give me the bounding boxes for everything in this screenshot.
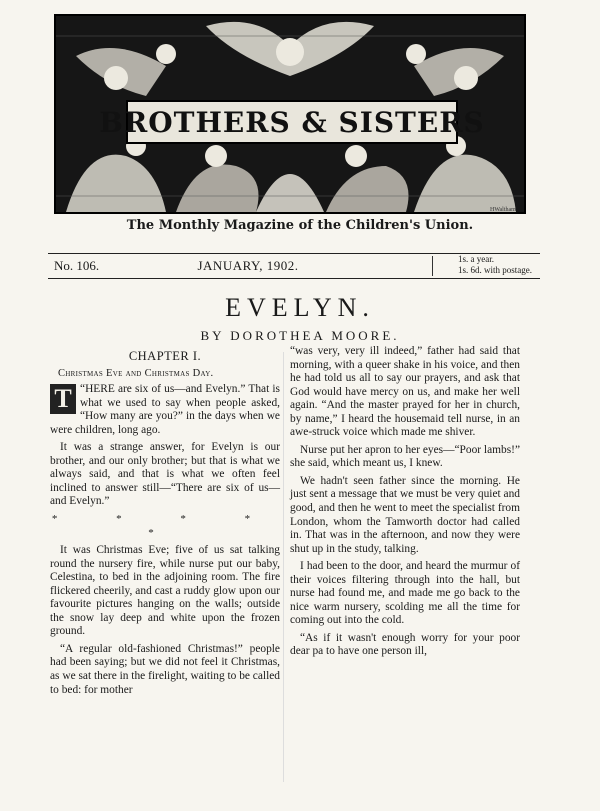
price-info (458, 254, 532, 276)
drop-cap: T (50, 384, 76, 414)
right-column (290, 345, 520, 663)
left-column (50, 348, 280, 701)
paragraph: “was very, very ill indeed,” father had said that morning, with a queer shake in his voice, and then he had told us all to say our prayers, and ask that God would have mercy on us, and make her well again. “And the master prayed for her in church, by name,” I heard the housemaid tell nurse, in an awe-struck voice which made me shiver. (290, 345, 520, 439)
issue-number: No. 106. (54, 258, 100, 273)
column-divider (283, 352, 284, 782)
paragraph-text: HERE are six of us—and Evelyn.” That is what we used to say when people asked, “How many are you?” in the days when we were children, long ago. (50, 383, 280, 436)
issue-info-row (48, 256, 540, 278)
paragraph: “As if it wasn't enough worry for your poor dear pa to have one person ill, (290, 631, 520, 658)
chapter-subheading: Christmas Eve and Christmas Day. (58, 367, 214, 379)
price-divider (432, 256, 433, 276)
paragraph: I had been to the door, and heard the murmur of their voices filtering through into the hall, but nurse had found me, and made me go back to the nice warm nursery, scolding me all the time for coming out into the cold. (290, 560, 520, 627)
magazine-title: BROTHERS & SISTERS (126, 100, 458, 144)
paragraph: Nurse put her apron to her eyes—“Poor lambs!” she said, which meant us, I knew. (290, 443, 520, 470)
paragraph (50, 383, 280, 437)
masthead-illustration (54, 14, 526, 214)
price-year: 1s. a year. (458, 254, 494, 264)
section-break-stars: * * * * * (51, 513, 279, 539)
magazine-subtitle: The Monthly Magazine of the Children's Union. (126, 218, 474, 233)
rule-bottom (48, 278, 540, 279)
story-title: EVELYN. (225, 293, 375, 322)
chapter-heading: CHAPTER I. (128, 349, 202, 363)
engraver-signature: HWaltham (490, 207, 516, 213)
paragraph: We hadn't seen father since the morning. He just sent a message that we must be very quiet and good, and then he went to meet the specialist from London, whom the Tamworth doctor had called in. That was in the afternoon, and now they were shut up in the study, talking. (290, 474, 520, 555)
paragraph: “A regular old-fashioned Christmas!” people had been saying; but we did not feel it Christmas, as we sat there in the firelight, waiting to be called to bed: for mother (50, 642, 280, 696)
paragraph: It was Christmas Eve; five of us sat talking round the nursery fire, while nurse put our baby, Celestina, to bed in the adjoining room. The fire flickered cheerily, and cast a ruddy glow upon our favourite pictures hanging on the walls; outside the snow lay deep and white upon the frozen ground. (50, 544, 280, 638)
paragraph: It was a strange answer, for Evelyn is our brother, and our only brother; but that is what we always said, and that is what we often feel inclined to answer still—“There are six of us—and Evelyn.” (50, 441, 280, 508)
price-postage: 1s. 6d. with postage. (458, 265, 532, 275)
open-quote: “ (80, 383, 86, 396)
story-byline: BY DOROTHEA MOORE. (200, 328, 400, 343)
issue-date: JANUARY, 1902. (197, 258, 299, 273)
